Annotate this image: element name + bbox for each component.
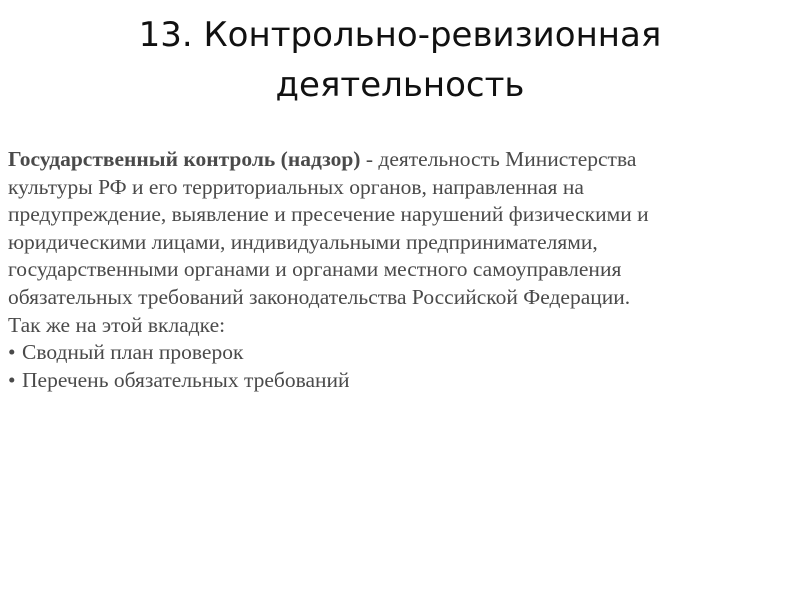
slide-title — [60, 10, 740, 110]
definition-line-2: культуры РФ и его территориальных органов, направленная на — [8, 174, 584, 199]
bullet-list — [8, 339, 788, 394]
slide-title-line-2: деятельность — [275, 65, 525, 105]
definition-text-1: - деятельность Министерства — [360, 147, 637, 171]
definition-line-4: юридическими лицами, индивидуальными предпринимателями, — [8, 229, 598, 254]
bullet-icon: • — [8, 340, 16, 365]
bullet-icon: • — [8, 367, 16, 392]
slide-title-line-1: 13. Контрольно-ревизионная — [138, 15, 662, 55]
definition-line-3: предупреждение, выявление и пресечение нарушений физическими и — [8, 202, 649, 227]
bullet-item-requirements — [8, 367, 788, 395]
definition-line-6: обязательных требований законодательства Российской Федерации. — [8, 284, 631, 309]
bullet-item-label: Перечень обязательных требований — [22, 367, 350, 392]
definition-line-5: государственными органами и органами местного самоуправления — [8, 257, 622, 282]
definition-line-1 — [8, 146, 788, 174]
bullet-item-label: Сводный план проверок — [22, 340, 244, 365]
bullet-item-plan — [8, 339, 788, 367]
definition-term: Государственный контроль (надзор) — [8, 147, 361, 171]
slide-content — [8, 146, 788, 394]
tab-note: Так же на этой вкладке: — [8, 312, 226, 337]
